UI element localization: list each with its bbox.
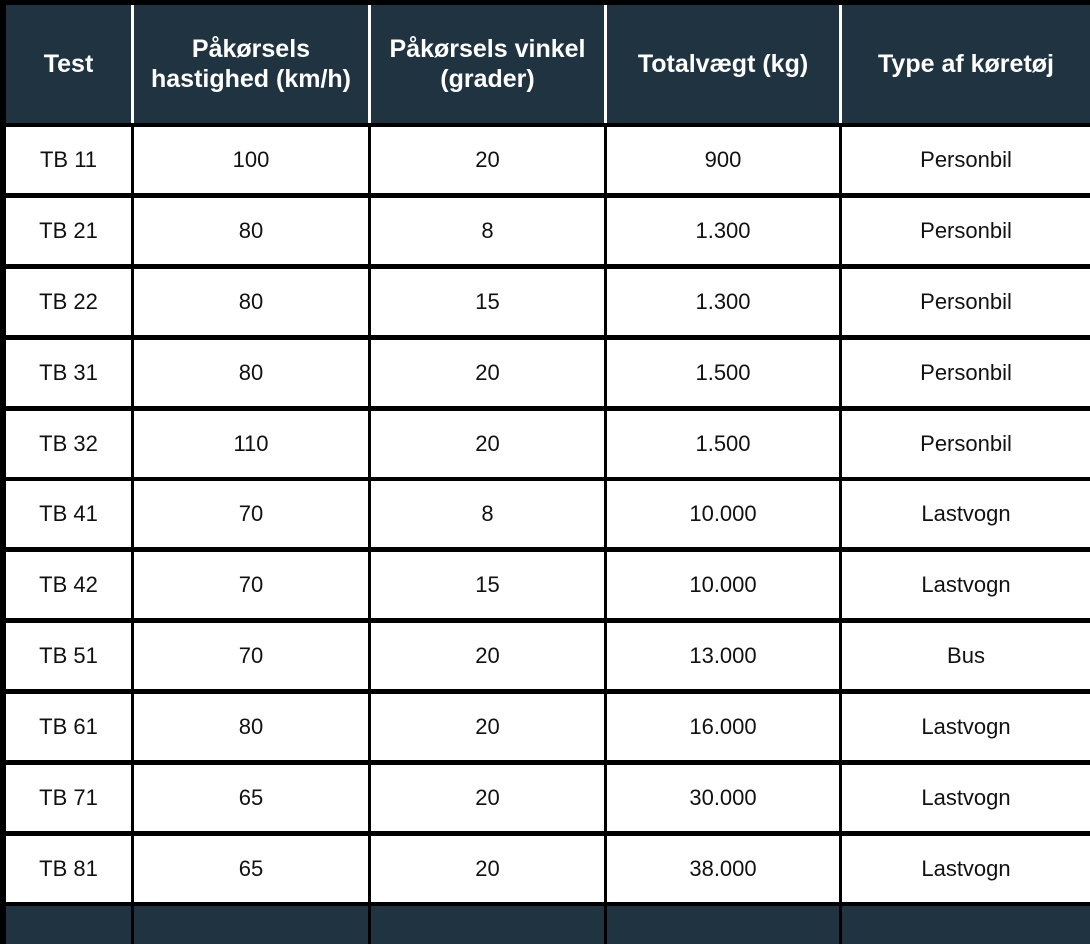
cell-value: TB 51 <box>39 643 98 668</box>
cell-value: TB 81 <box>39 856 98 881</box>
cell-weight <box>607 269 842 335</box>
cell-test <box>6 623 134 689</box>
cell-test <box>6 481 134 547</box>
cell-value: 8 <box>481 501 494 526</box>
cell-value: 20 <box>475 147 500 172</box>
cell-value: Personbil <box>920 431 1012 456</box>
cell-value: 20 <box>475 714 500 739</box>
cell-value: Personbil <box>920 147 1012 172</box>
cell-weight <box>607 836 842 902</box>
cell-value: TB 11 <box>39 147 98 172</box>
cell-value: TB 22 <box>39 289 98 314</box>
cell-weight <box>607 765 842 831</box>
footer-cell <box>134 906 371 944</box>
cell-test <box>6 340 134 406</box>
cell-value: 10.000 <box>689 501 757 526</box>
cell-value: 20 <box>475 360 500 385</box>
cell-value: 20 <box>475 785 500 810</box>
cell-vehicle-type <box>842 481 1090 547</box>
cell-value: Personbil <box>920 289 1012 314</box>
header-weight <box>607 5 842 123</box>
header-label: Totalvægt (kg) <box>637 50 809 78</box>
cell-value: Lastvogn <box>921 785 1011 810</box>
cell-value: 10.000 <box>689 572 757 597</box>
cell-angle <box>371 765 607 831</box>
cell-test <box>6 198 134 264</box>
cell-vehicle-type <box>842 694 1090 760</box>
cell-value: 100 <box>232 147 270 172</box>
cell-value: 30.000 <box>689 785 757 810</box>
cell-weight <box>607 340 842 406</box>
cell-value: Bus <box>947 643 985 668</box>
cell-vehicle-type <box>842 340 1090 406</box>
cell-angle <box>371 836 607 902</box>
cell-speed <box>134 623 371 689</box>
cell-vehicle-type <box>842 198 1090 264</box>
cell-value: 13.000 <box>689 643 757 668</box>
cell-value: 80 <box>238 218 264 243</box>
cell-value: 20 <box>475 643 500 668</box>
cell-value: TB 21 <box>39 218 98 243</box>
cell-angle <box>371 127 607 193</box>
cell-speed <box>134 269 371 335</box>
cell-test <box>6 127 134 193</box>
footer-cell <box>6 906 134 944</box>
cell-speed <box>134 765 371 831</box>
cell-vehicle-type <box>842 411 1090 477</box>
cell-value: Lastvogn <box>921 856 1011 881</box>
cell-value: 20 <box>475 856 500 881</box>
cell-angle <box>371 198 607 264</box>
cell-angle <box>371 694 607 760</box>
footer-cell <box>842 906 1090 944</box>
footer-cell <box>607 906 842 944</box>
cell-value: 80 <box>238 289 264 314</box>
cell-angle <box>371 411 607 477</box>
cell-value: 1.500 <box>695 431 751 456</box>
cell-value: 1.300 <box>695 289 751 314</box>
cell-value: 15 <box>475 289 500 314</box>
cell-speed <box>134 198 371 264</box>
cell-weight <box>607 552 842 618</box>
cell-vehicle-type <box>842 127 1090 193</box>
cell-weight <box>607 481 842 547</box>
cell-angle <box>371 623 607 689</box>
cell-value: 900 <box>704 147 742 172</box>
cell-weight <box>607 411 842 477</box>
cell-test <box>6 765 134 831</box>
cell-value: 65 <box>238 856 264 881</box>
cell-speed <box>134 836 371 902</box>
cell-value: Personbil <box>920 218 1012 243</box>
cell-value: TB 42 <box>39 572 98 597</box>
cell-vehicle-type <box>842 623 1090 689</box>
header-test <box>6 5 134 123</box>
cell-value: TB 32 <box>39 431 98 456</box>
header-speed <box>134 5 371 123</box>
header-label: Påkørsels vinkel (grader) <box>389 35 586 93</box>
cell-weight <box>607 127 842 193</box>
cell-weight <box>607 623 842 689</box>
cell-angle <box>371 481 607 547</box>
cell-weight <box>607 694 842 760</box>
cell-value: 38.000 <box>689 856 757 881</box>
cell-value: 15 <box>475 572 500 597</box>
header-angle <box>371 5 607 123</box>
cell-speed <box>134 694 371 760</box>
header-label: Test <box>43 50 94 78</box>
header-vehicle-type <box>842 5 1090 123</box>
cell-value: 1.500 <box>695 360 751 385</box>
cell-value: 110 <box>233 431 269 456</box>
cell-test <box>6 411 134 477</box>
footer-cell <box>371 906 607 944</box>
cell-value: 70 <box>238 572 264 597</box>
header-label: Type af køretøj <box>878 50 1054 78</box>
cell-speed <box>134 127 371 193</box>
cell-test <box>6 552 134 618</box>
cell-weight <box>607 198 842 264</box>
cell-value: 70 <box>238 501 264 526</box>
cell-angle <box>371 269 607 335</box>
header-label: Påkørsels hastighed (km/h) <box>150 35 351 93</box>
cell-value: 8 <box>481 218 494 243</box>
cell-value: 1.300 <box>695 218 751 243</box>
cell-value: Lastvogn <box>921 714 1011 739</box>
cell-value: TB 31 <box>39 360 98 385</box>
cell-value: 20 <box>475 431 500 456</box>
cell-speed <box>134 340 371 406</box>
cell-value: TB 41 <box>39 501 98 526</box>
cell-vehicle-type <box>842 552 1090 618</box>
cell-value: TB 61 <box>39 714 98 739</box>
cell-value: 70 <box>238 643 264 668</box>
cell-value: 65 <box>238 785 264 810</box>
cell-value: 16.000 <box>689 714 757 739</box>
cell-value: TB 71 <box>39 785 98 810</box>
cell-speed <box>134 411 371 477</box>
cell-test <box>6 269 134 335</box>
cell-vehicle-type <box>842 269 1090 335</box>
cell-value: Lastvogn <box>921 501 1011 526</box>
cell-vehicle-type <box>842 765 1090 831</box>
cell-speed <box>134 481 371 547</box>
cell-test <box>6 694 134 760</box>
cell-value: 80 <box>238 360 264 385</box>
cell-angle <box>371 552 607 618</box>
cell-value: 80 <box>238 714 264 739</box>
cell-vehicle-type <box>842 836 1090 902</box>
cell-speed <box>134 552 371 618</box>
cell-value: Lastvogn <box>921 572 1011 597</box>
cell-value: Personbil <box>920 360 1012 385</box>
cell-test <box>6 836 134 902</box>
cell-angle <box>371 340 607 406</box>
